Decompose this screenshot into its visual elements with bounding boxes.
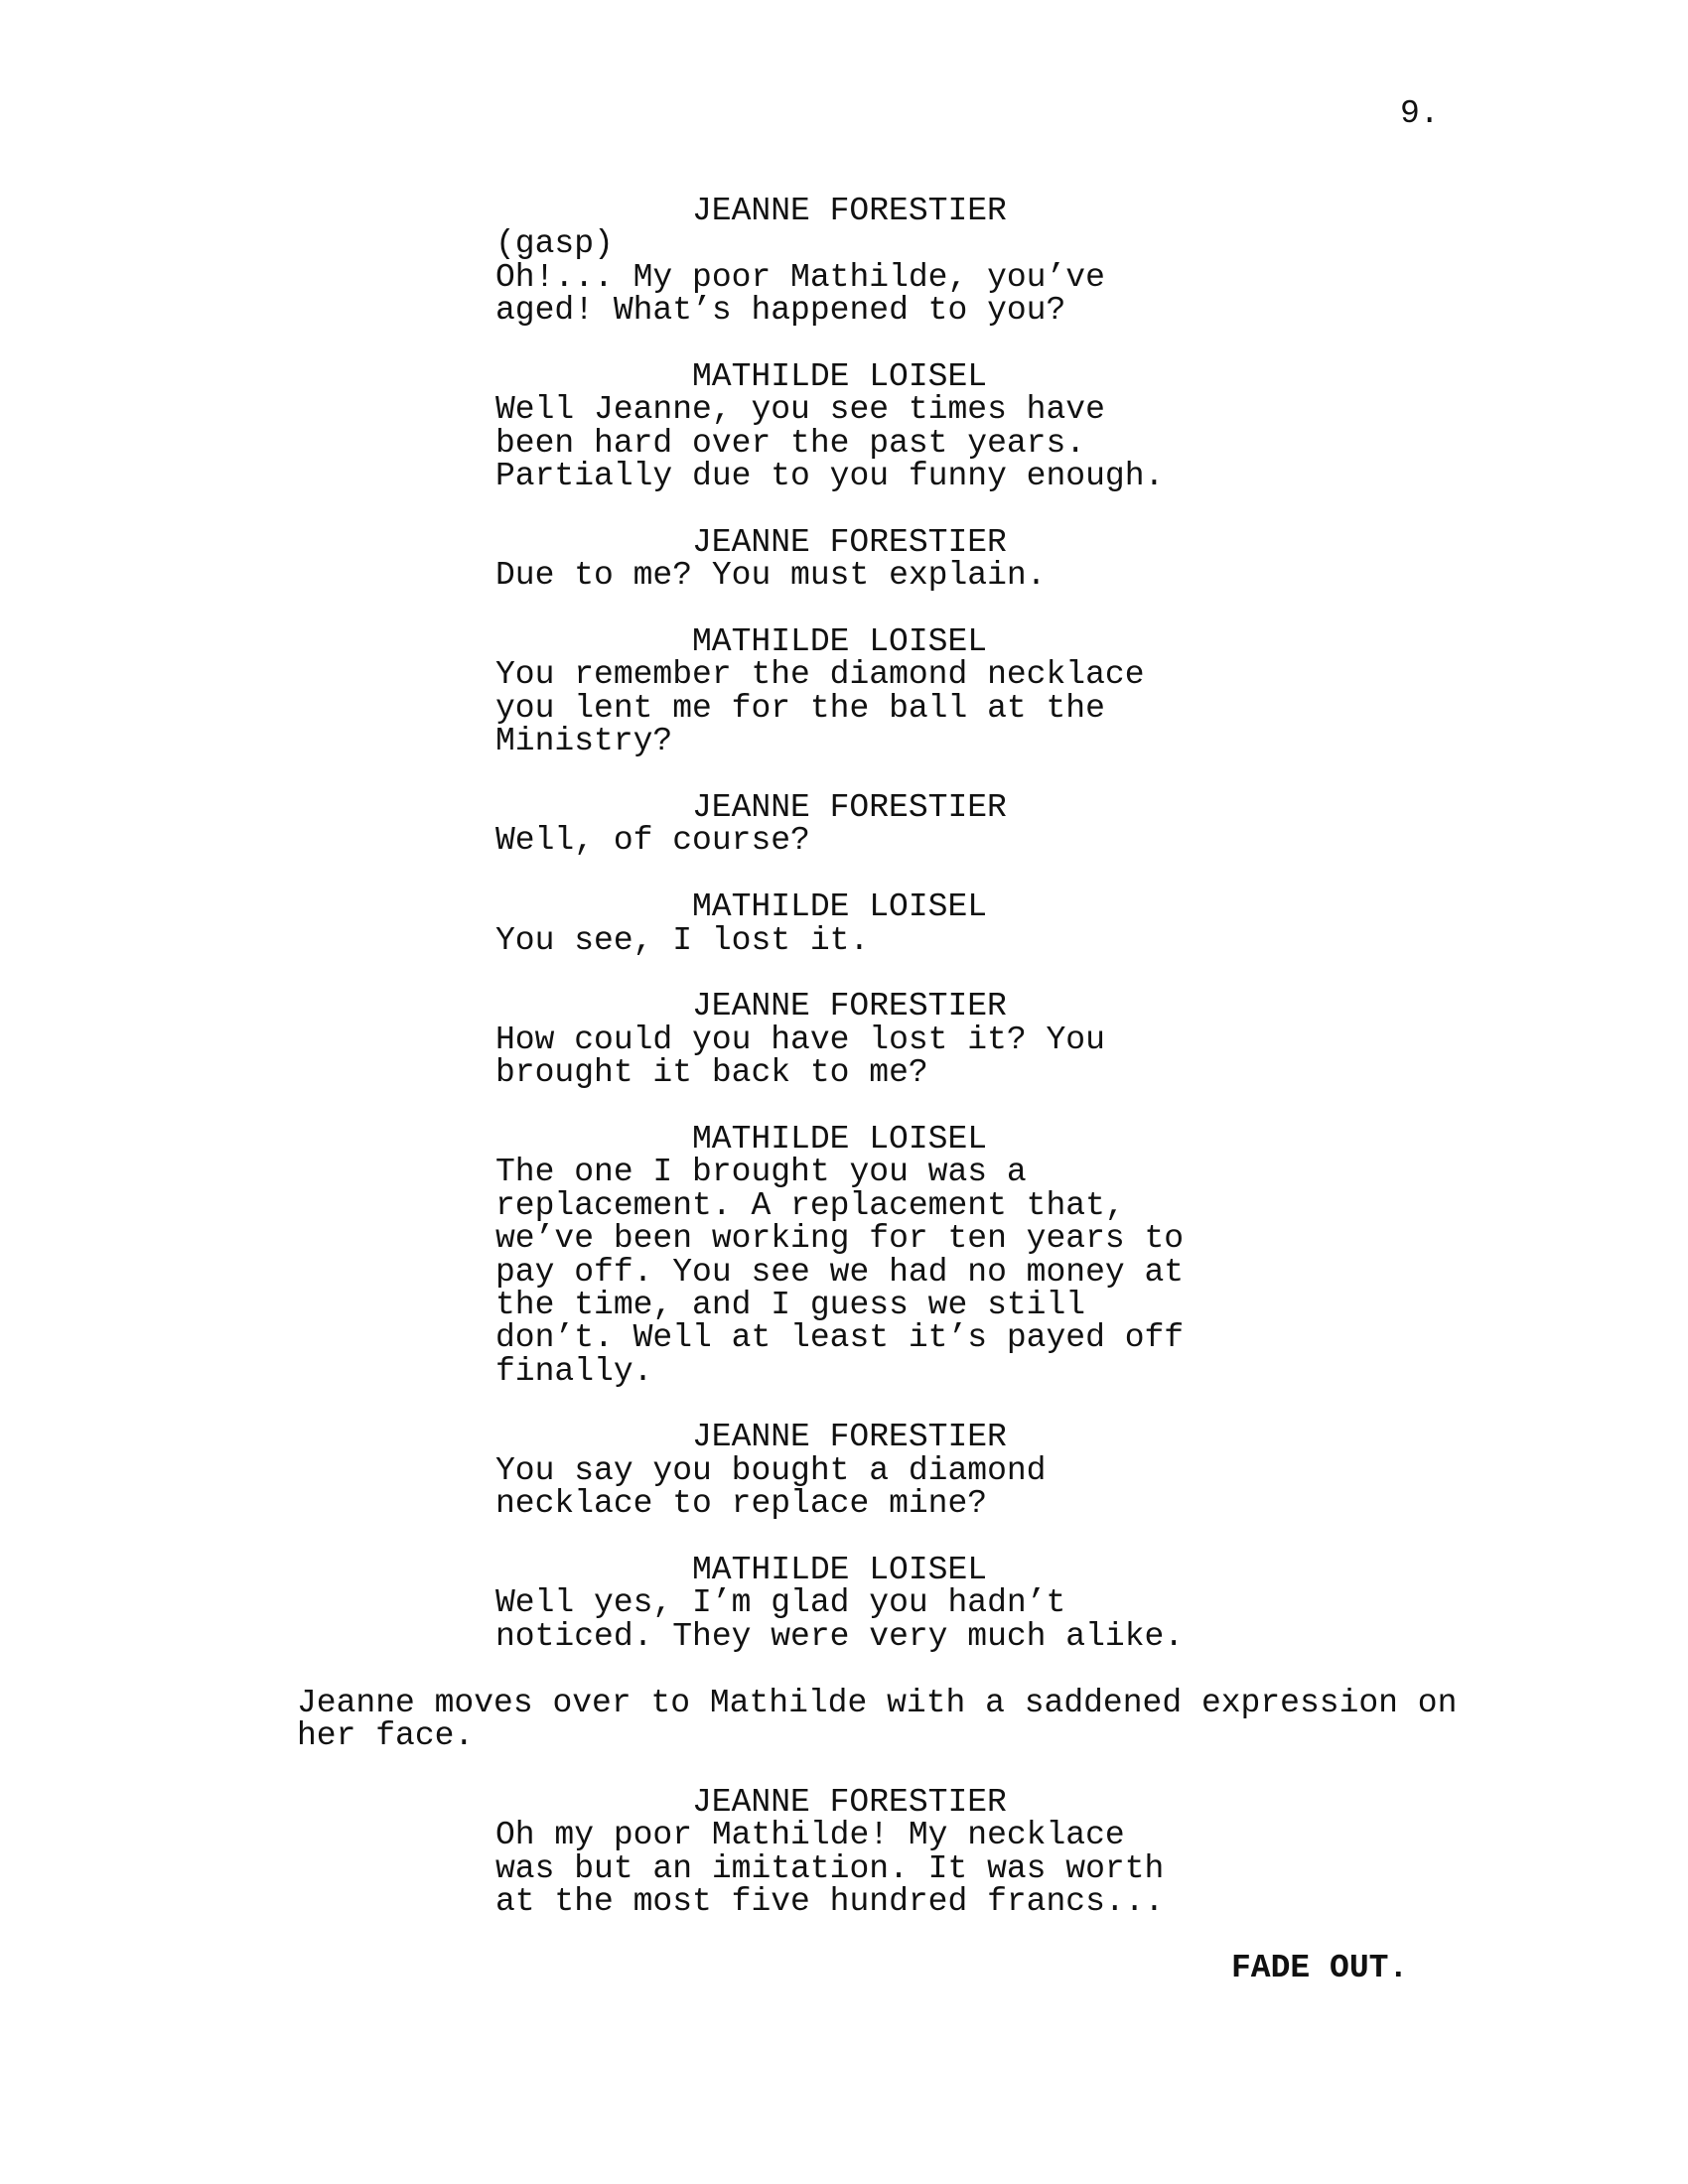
character-name: JEANNE FORESTIER bbox=[692, 988, 1007, 1025]
dialogue-line: You say you bought a diamond bbox=[495, 1451, 1047, 1489]
character-name: MATHILDE LOISEL bbox=[692, 888, 988, 926]
dialogue-line: don’t. Well at least it’s payed off bbox=[495, 1319, 1185, 1357]
action-block bbox=[0, 1684, 1688, 1754]
dialogue-block bbox=[0, 1419, 1688, 1523]
dialogue-line: Well, of course? bbox=[495, 822, 810, 860]
transition-block bbox=[0, 1949, 1688, 1986]
character-name: JEANNE FORESTIER bbox=[692, 1419, 1007, 1456]
dialogue-line: necklace to replace mine? bbox=[495, 1485, 988, 1523]
dialogue-block bbox=[0, 523, 1688, 595]
dialogue-line: been hard over the past years. bbox=[495, 424, 1086, 462]
dialogue-line: Partially due to you funny enough. bbox=[495, 458, 1165, 495]
dialogue-line: Well Jeanne, you see times have bbox=[495, 391, 1105, 429]
dialogue-line: you lent me for the ball at the bbox=[495, 689, 1105, 727]
page-number: 9. bbox=[1400, 95, 1440, 132]
dialogue-line: at the most five hundred francs... bbox=[495, 1882, 1165, 1920]
dialogue-line: Oh my poor Mathilde! My necklace bbox=[495, 1817, 1125, 1854]
dialogue-block bbox=[0, 195, 1688, 328]
dialogue-block bbox=[0, 1783, 1688, 1920]
transition: FADE OUT. bbox=[1231, 1949, 1409, 1986]
dialogue-block bbox=[0, 357, 1688, 495]
action-line: Jeanne moves over to Mathilde with a saddened expression on bbox=[297, 1684, 1458, 1721]
parenthetical: (gasp) bbox=[495, 225, 614, 263]
dialogue-line: pay off. You see we had no money at bbox=[495, 1253, 1185, 1291]
dialogue-line: Well yes, I’m glad you hadn’t bbox=[495, 1584, 1066, 1622]
dialogue-line: replacement. A replacement that, bbox=[495, 1186, 1125, 1224]
dialogue-block bbox=[0, 791, 1688, 858]
dialogue-line: finally. bbox=[495, 1352, 653, 1390]
dialogue-line: brought it back to me? bbox=[495, 1054, 928, 1092]
screenplay-body bbox=[0, 195, 1688, 2017]
dialogue-line: Due to me? You must explain. bbox=[495, 557, 1047, 595]
dialogue-block bbox=[0, 890, 1688, 957]
character-name: MATHILDE LOISEL bbox=[692, 1552, 988, 1589]
character-name: JEANNE FORESTIER bbox=[692, 789, 1007, 827]
dialogue-line: was but an imitation. It was worth bbox=[495, 1849, 1165, 1887]
dialogue-line: noticed. They were very much alike. bbox=[495, 1617, 1185, 1655]
dialogue-line: How could you have lost it? You bbox=[495, 1021, 1105, 1058]
character-name: MATHILDE LOISEL bbox=[692, 1120, 988, 1158]
character-name: MATHILDE LOISEL bbox=[692, 357, 988, 395]
action-line: her face. bbox=[297, 1716, 475, 1754]
character-name: JEANNE FORESTIER bbox=[692, 523, 1007, 561]
dialogue-line: we’ve been working for ten years to bbox=[495, 1220, 1185, 1258]
dialogue-block bbox=[0, 625, 1688, 758]
dialogue-line: Oh!... My poor Mathilde, you’ve bbox=[495, 258, 1105, 296]
dialogue-line: aged! What’s happened to you? bbox=[495, 292, 1066, 330]
dialogue-block bbox=[0, 1554, 1688, 1653]
dialogue-line: You remember the diamond necklace bbox=[495, 656, 1145, 694]
character-name: JEANNE FORESTIER bbox=[692, 193, 1007, 229]
dialogue-line: You see, I lost it. bbox=[495, 921, 870, 959]
dialogue-line: Ministry? bbox=[495, 723, 673, 760]
character-name: MATHILDE LOISEL bbox=[692, 623, 988, 661]
dialogue-block bbox=[0, 988, 1688, 1092]
dialogue-line: the time, and I guess we still bbox=[495, 1286, 1086, 1323]
character-name: JEANNE FORESTIER bbox=[692, 1783, 1007, 1821]
dialogue-line: The one I brought you was a bbox=[495, 1154, 1027, 1191]
dialogue-block bbox=[0, 1120, 1688, 1390]
